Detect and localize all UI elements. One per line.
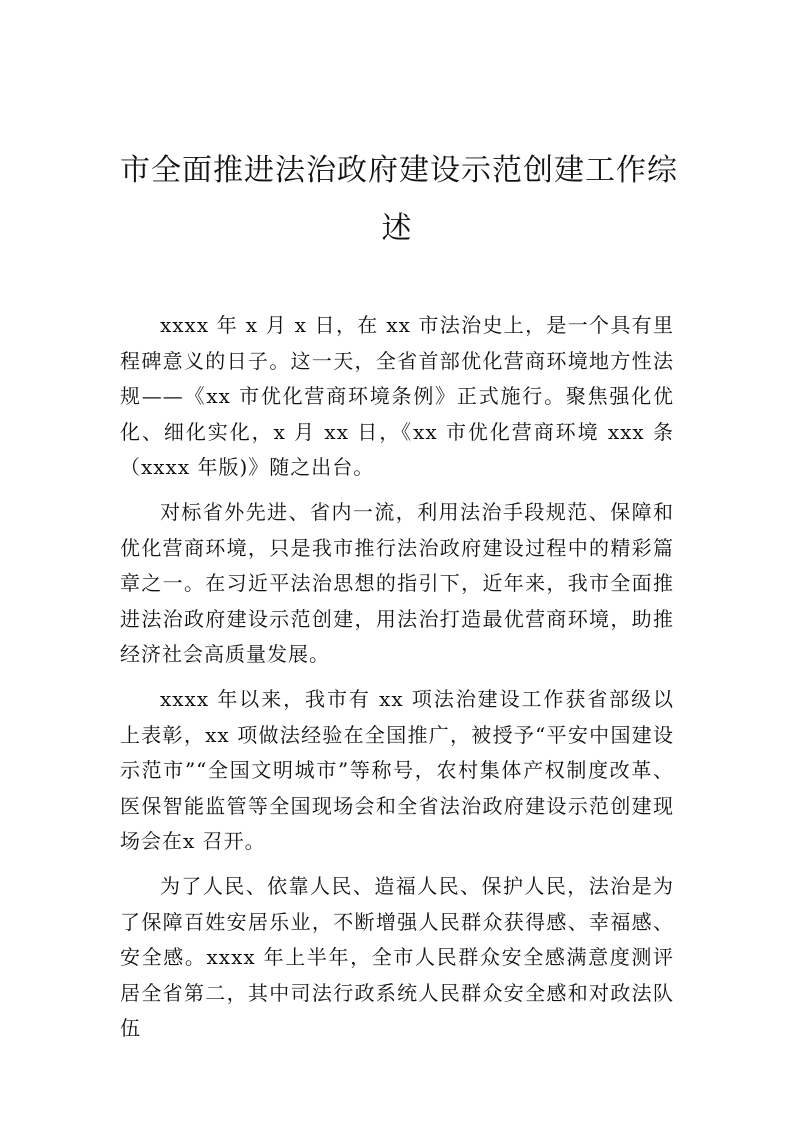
paragraph-3: xxxx 年以来，我市有 xx 项法治建设工作获省部级以上表彰，xx 项做法经验在全国推广，被授予“平安中国建设示范市”“全国文明城市”等称号，农村集体产权制度改革、医保智能监管等全国现场会和全省法治政府建设示范创建现场会在x 召开。: [120, 686, 674, 854]
document-title: [120, 142, 678, 258]
paragraph-2: 对标省外先进、省内一流，利用法治手段规范、保障和优化营商环境，只是我市推行法治政府建设过程中的精彩篇章之一。在习近平法治思想的指引下，近年来，我市全面推进法治政府建设示范创建，用法治打造最优营商环境，助推经济社会高质量发展。: [120, 499, 674, 667]
paragraph-4: 为了人民、依靠人民、造福人民、保护人民，法治是为了保障百姓安居乐业，不断增强人民群众获得感、幸福感、 安全感。xxxx 年上半年，全市人民群众安全感满意度测评居全省第二，其中司法行政系统人民群众安全感和对政法队伍: [120, 873, 674, 1041]
title-line-2: 述: [381, 211, 413, 246]
paragraph-1: xxxx 年 x 月 x 日，在 xx 市法治史上，是一个具有里程碑意义的日子。这一天，全省首部优化营商环境地方性法规——《xx 市优化营商环境条例》正式施行。聚焦强化优化、细化实化，x 月 xx 日，《xx 市优化营商环境 xxx 条（xxxx 年版)》随之出台。: [120, 313, 674, 480]
title-line-1: 市全面推进法治政府建设示范创建工作综: [120, 153, 678, 188]
document-body: [120, 308, 674, 1056]
